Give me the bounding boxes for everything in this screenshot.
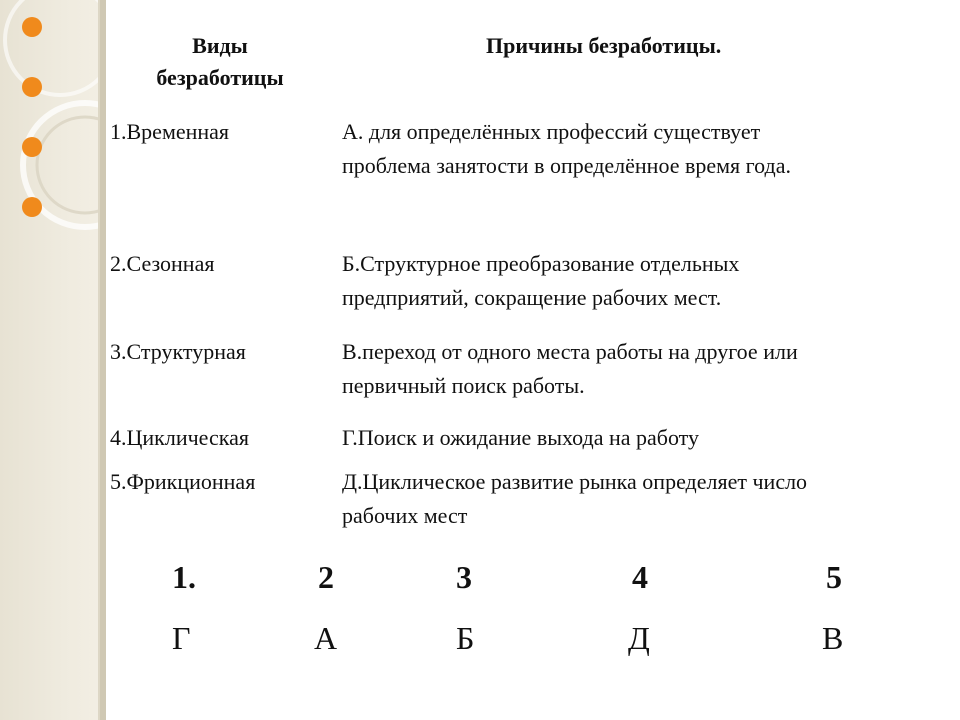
answer-number-4: 4	[632, 559, 648, 595]
row-type-3: 3.Структурная	[110, 339, 246, 364]
row-type-4: 4.Циклическая	[110, 425, 249, 450]
answer-letter-1: Г	[172, 620, 191, 656]
row-cause-2-line2: предприятий, сокращение рабочих мест.	[342, 285, 722, 310]
row-cause-3-line2: первичный поиск работы.	[342, 373, 585, 398]
decorative-circles-icon	[0, 0, 106, 720]
answer-letter-2: А	[314, 620, 338, 656]
row-type-1: 1.Временная	[110, 119, 230, 144]
slide-content	[106, 0, 960, 720]
header-causes: Причины безработицы.	[486, 33, 722, 58]
answer-letter-3: Б	[456, 620, 475, 656]
answer-number-2: 2	[318, 559, 334, 595]
row-cause-2-line1: Б.Структурное преобразование отдельных	[342, 251, 740, 276]
bullet-dot-icon	[22, 17, 42, 37]
bullet-dot-icon	[22, 137, 42, 157]
bullet-dot-icon	[22, 197, 42, 217]
row-cause-1-line1: А. для определённых профессий существует	[342, 119, 761, 144]
answer-number-1: 1.	[172, 559, 196, 595]
row-cause-1-line2: проблема занятости в определённое время года.	[342, 153, 791, 178]
answer-number-5: 5	[826, 559, 842, 595]
row-type-5: 5.Фрикционная	[110, 469, 256, 494]
bullet-dot-icon	[22, 77, 42, 97]
row-type-2: 2.Сезонная	[110, 251, 215, 276]
header-types: Виды безработицы	[156, 33, 284, 90]
row-cause-5-line2: рабочих мест	[342, 503, 468, 528]
decorative-sidebar	[0, 0, 106, 720]
row-cause-5-line1: Д.Циклическое развитие рынка определяет число	[342, 469, 808, 494]
row-cause-4-line1: Г.Поиск и ожидание выхода на работу	[342, 425, 700, 450]
answer-letter-4: Д	[628, 620, 650, 656]
answer-letter-5: В	[822, 620, 844, 656]
row-cause-3-line1: В.переход от одного места работы на другое или	[342, 339, 798, 364]
answer-number-3: 3	[456, 559, 472, 595]
